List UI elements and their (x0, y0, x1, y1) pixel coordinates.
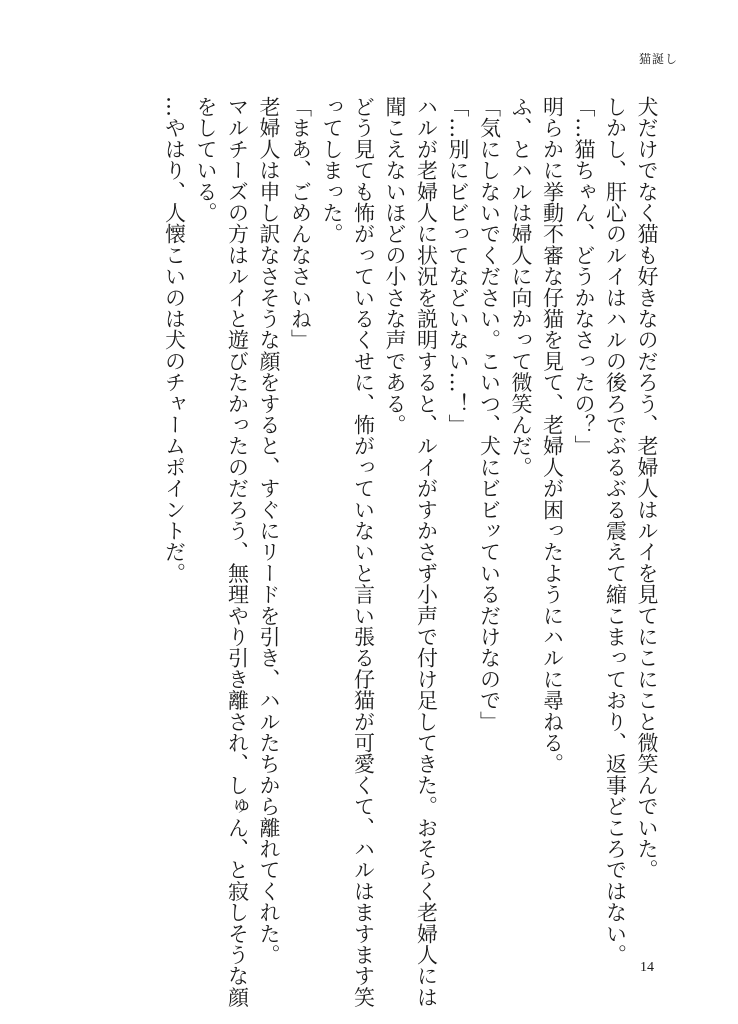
text-line: 「まあ、ごめんなさいね」 (288, 96, 313, 351)
text-line: しかし、肝心のルイはハルの後ろでぶるぶる震えて縮こまっており、返事どころではない。 (603, 96, 628, 966)
page-number: 14 (640, 960, 654, 975)
text-line: マルチーズの方はルイと遊びたかったのだろう、無理やり引き離され、しゅん、と寂しそうな顔 (225, 96, 250, 1008)
text-line: 老婦人は申し訳なさそうな顔をすると、すぐにリードを引き、ハルたちから離れてくれた。 (257, 96, 281, 966)
body-text (158, 96, 662, 1008)
text-line: 「…別にビビってなどいない…！」 (446, 96, 470, 436)
text-line: ふ、とハルは婦人に向かって微笑んだ。 (509, 96, 533, 478)
text-line: 「気にしないでください。こいつ、犬にビビッているだけなので」 (477, 96, 502, 732)
text-line: 明らかに挙動不審な仔猫を見て、老婦人が困ったようにハルに尋ねる。 (540, 96, 565, 775)
text-line: ってしまった。 (320, 96, 344, 245)
text-line: 「…猫ちゃん、どうかなさったの？」 (572, 96, 596, 457)
text-line: ハルが老婦人に状況を説明すると、ルイがすかさず小声で付け足してきた。おそらく老婦人には (414, 96, 439, 1008)
running-header: 猫誕し (638, 52, 678, 66)
text-line: 犬だけでなく猫も好きなのだろう、老婦人はルイを見てにこにこと微笑んでいた。 (635, 96, 659, 881)
text-line: をしている。 (194, 96, 218, 224)
text-line: どう見ても怖がっているくせに、怖がっていないと言い張る仔猫が可愛くて、ハルはますます笑 (351, 96, 376, 1008)
text-line: …やはり、人懐こいのは犬のチャームポイントだ。 (162, 96, 187, 584)
text-line: 聞こえないほどの小さな声である。 (383, 96, 407, 436)
